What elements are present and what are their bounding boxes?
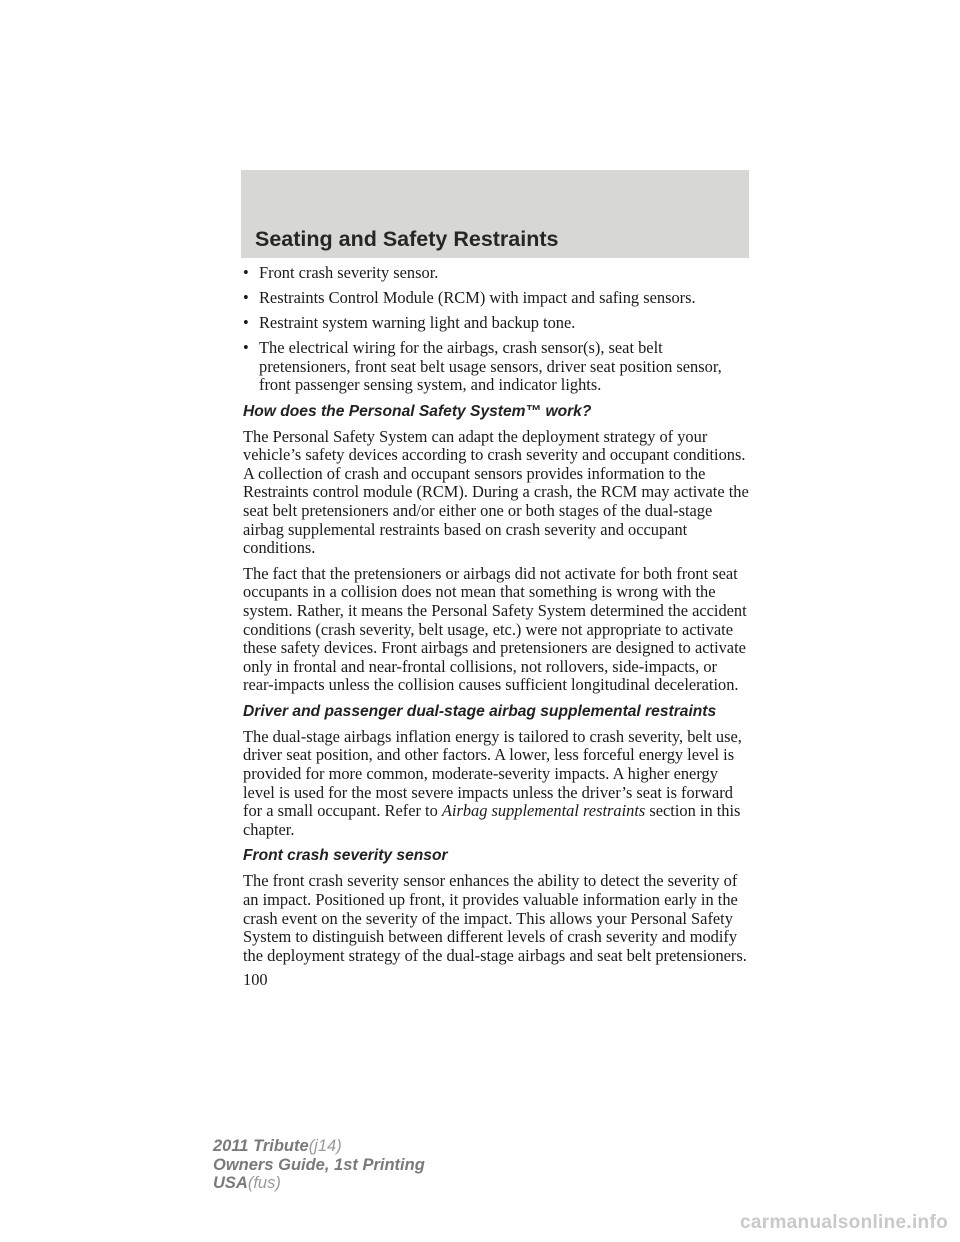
paragraph (243, 728, 749, 840)
footer-market-code: (fus) (247, 1174, 281, 1192)
list-item: • Restraint system warning light and backup tone. (243, 314, 749, 333)
paragraph: The front crash severity sensor enhances the ability to detect the severity of an impact. Positioned up front, it provides valuable information early in the crash event on the severity of the impact. This allows your Personal Safety System to distinguish between different levels of crash severity and modify the deployment strategy of the dual-stage airbags and seat belt pretensioners. (243, 871, 747, 965)
paragraph: The Personal Safety System can adapt the deployment strategy of your vehicle’s safety devices according to crash severity and occupant conditions. A collection of crash and occupant sensors provides information to the Restraints control module (RCM). During a crash, the RCM may activate the seat belt pretensioners and/or either one or both stages of the dual-stage airbag supplemental restraints based on crash severity and occupant conditions. (243, 426, 749, 558)
paragraph: The fact that the pretensioners or airbags did not activate for both front seat occupants in a collision does not mean that something is wrong with the system. Rather, it means the Personal Safety System determined the accident conditions (crash severity, belt usage, etc.) were not appropriate to activate these safety devices. Front airbags and pretensioners are designed to activate only in frontal and near-frontal collisions, not rollovers, side-impacts, or rear-impacts unless the collision causes sufficient longitudinal deceleration. (243, 563, 747, 695)
page-number: 100 (243, 970, 268, 989)
section-header-band (241, 170, 749, 258)
section-title: Seating and Safety Restraints (255, 227, 559, 251)
footer-line (213, 1137, 425, 1156)
paragraph-text: section in this chapter. (243, 801, 741, 839)
footer-line (213, 1174, 425, 1193)
print-footer (213, 1137, 425, 1193)
watermark: carmanualsonline.info (740, 1212, 948, 1233)
cross-reference: Airbag supplemental restraints (441, 801, 646, 821)
page-content (243, 264, 749, 972)
footer-code: (j14) (308, 1137, 342, 1155)
list-item: • The electrical wiring for the airbags, crash sensor(s), seat belt pretensioners, front seat belt usage sensors, driver seat position sensor, front passenger sensing system, and indicator lights. (243, 339, 749, 395)
footer-model: 2011 Tribute (213, 1137, 309, 1155)
heading-dual-stage-airbags: Driver and passenger dual-stage airbag supplemental restraints (243, 702, 717, 720)
heading-front-crash-sensor: Front crash severity sensor (243, 847, 448, 865)
heading-how-system-works: How does the Personal Safety System™ work? (243, 402, 592, 420)
list-item: • Front crash severity sensor. (243, 264, 749, 283)
footer-market: USA (213, 1174, 248, 1192)
list-item: • Restraints Control Module (RCM) with impact and safing sensors. (243, 289, 749, 308)
component-list (243, 264, 749, 395)
footer-printing: Owners Guide, 1st Printing (213, 1155, 425, 1174)
paragraph-text: The dual-stage airbags inflation energy is tailored to crash severity, belt use, driver seat position, and other factors. A lower, less forceful energy level is provided for more common, moderate-severity impacts. A higher energy level is used for the most severe impacts unless the driver’s seat is forward for a small occupant. Refer to (243, 726, 742, 821)
